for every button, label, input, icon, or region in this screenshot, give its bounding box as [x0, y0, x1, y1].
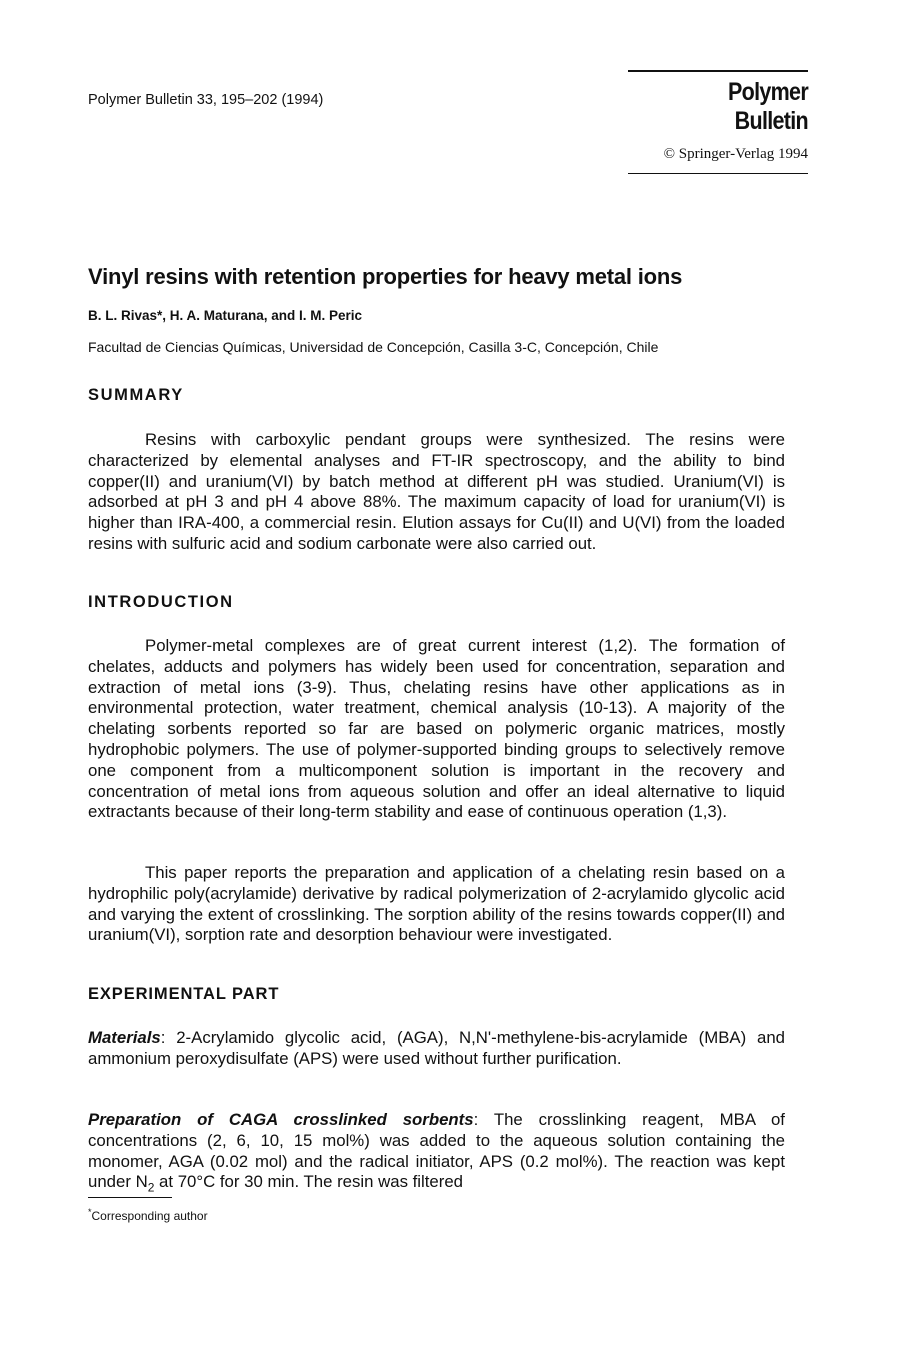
masthead-bottom-rule: [628, 173, 808, 174]
journal-masthead: [628, 70, 808, 174]
preparation-paragraph: [88, 1110, 785, 1199]
introduction-text-1: Polymer-metal complexes are of great current interest (1,2). The formation of chelates, adducts and polymers has widely been used for concentration, separation and extraction of metal ions (3-9). Thus, chelating resins have other applications as in environmental protection, water treatment, chemical analysis (10-13). A majority of the chelating sorbents reported so far are based on polymeric organic matrices, mostly hydrophobic polymers. The use of polymer-supported binding groups to selectively remove one component from a multicomponent solution is important in the recovery and concentration of metal ions from aqueous solution and offer an ideal alternative to liquid extractants because of their long-term stability and ease of continuous operation (1,3).: [88, 636, 785, 822]
introduction-heading: INTRODUCTION: [88, 593, 234, 611]
summary-heading: SUMMARY: [88, 386, 184, 404]
journal-name: Polymer Bulletin: [727, 78, 808, 135]
footnote-text: Corresponding author: [91, 1209, 208, 1223]
nitrogen-subscript: 2: [147, 1180, 155, 1195]
introduction-paragraph-1: [88, 636, 785, 823]
masthead-top-rule: [628, 70, 808, 72]
summary-text: Resins with carboxylic pendant groups were synthesized. The resins were characterized by elemental analyses and FT-IR spectroscopy, and the ability to bind copper(II) and uranium(VI) by batch method at different pH was studied. Uranium(VI) is adsorbed at pH 3 and pH 4 above 88%. The maximum capacity of load for uranium(VI) is higher than IRA-400, a commercial resin. Elution assays for Cu(II) and U(VI) from the loaded resins with sulfuric acid and sodium carbonate were also carried out.: [88, 430, 785, 553]
materials-paragraph: [88, 1028, 785, 1070]
article-authors: B. L. Rivas*, H. A. Maturana, and I. M. Peric: [88, 308, 363, 323]
summary-paragraph: [88, 430, 785, 555]
introduction-text-2: This paper reports the preparation and application of a chelating resin based on a hydrophilic poly(acrylamide) derivative by radical polymerization of 2-acrylamido glycolic acid and varying the extent of crosslinking. The sorption ability of the resins towards copper(II) and uranium(VI), sorption rate and desorption behaviour were investigated.: [88, 863, 785, 945]
preparation-text-after: at 70°C for 30 min. The resin was filtered: [154, 1172, 463, 1192]
introduction-paragraph-2: [88, 863, 785, 946]
publisher-copyright: © Springer-Verlag 1994: [663, 146, 808, 162]
footnote-mark: *: [88, 1207, 92, 1217]
experimental-heading: EXPERIMENTAL PART: [88, 985, 280, 1003]
footnote: [88, 1207, 208, 1223]
footnote-rule: [88, 1197, 172, 1198]
materials-label: Materials: [88, 1028, 161, 1047]
author-affiliation: Facultad de Ciencias Químicas, Universidad de Concepción, Casilla 3-C, Concepción, Chile: [88, 339, 659, 355]
materials-text: : 2-Acrylamido glycolic acid, (AGA), N,N'-methylene-bis-acrylamide (MBA) and ammonium peroxydisulfate (APS) were used without further purification.: [88, 1028, 785, 1068]
preparation-label: Preparation of CAGA crosslinked sorbents: [88, 1110, 474, 1129]
journal-citation: Polymer Bulletin 33, 195–202 (1994): [88, 92, 324, 108]
article-title: Vinyl resins with retention properties for heavy metal ions: [88, 264, 683, 289]
preparation-text-before: : The crosslinking reagent, MBA of concentrations (2, 6, 10, 15 mol%) was added to the aqueous solution containing the monomer, AGA (0.02 mol) and the radical initiator, APS (0.2 mol%). The reaction was kept under N: [88, 1110, 785, 1192]
